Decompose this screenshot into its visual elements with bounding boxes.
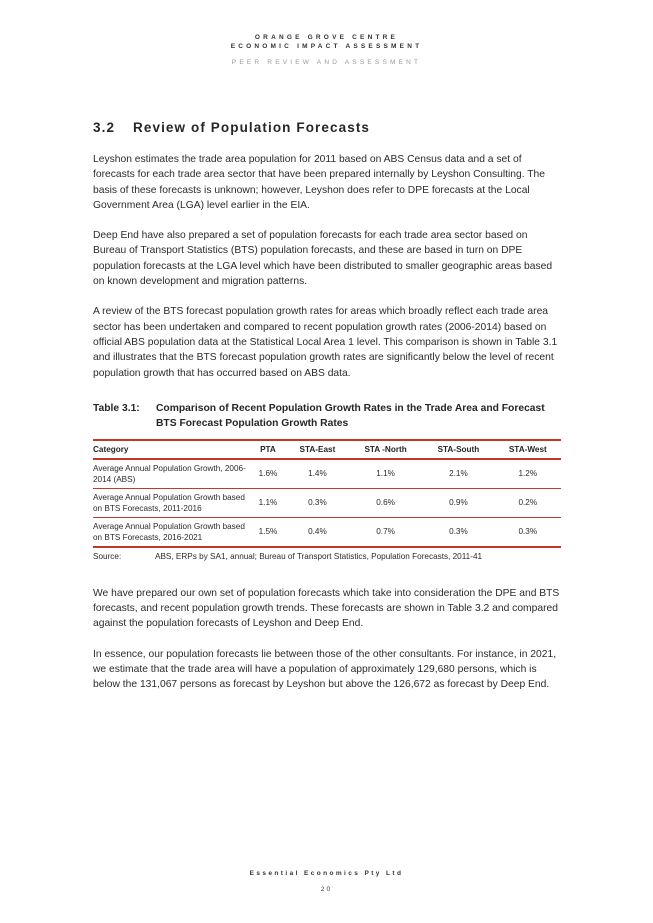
- table-cell: 0.3%: [495, 517, 561, 547]
- closing-paragraphs: [93, 586, 561, 693]
- table-cell: 0.3%: [422, 517, 494, 547]
- table-header-cell: STA-South: [422, 440, 494, 459]
- table-row: [93, 488, 561, 517]
- table-cell: 1.1%: [250, 488, 286, 517]
- paragraph-3: A review of the BTS forecast population growth rates for areas which broadly reflect each trade area sector has been undertaken and compared to recent population growth rates (2006-2014) based on official ABS population data at the Statistical Local Area 1 level. This comparison is shown in Table 3.1 and illustrates that the BTS forecast population growth rates are significantly below the level of recent population growth that has occurred based on ABS data.: [93, 306, 558, 379]
- main-content: [93, 120, 561, 708]
- growth-rates-table: [93, 439, 561, 548]
- table-row: [93, 459, 561, 489]
- table-cell: 1.4%: [286, 459, 349, 489]
- table-cell: 0.4%: [286, 517, 349, 547]
- page-number: 20: [320, 886, 333, 893]
- header-document-type: PEER REVIEW AND ASSESSMENT: [231, 59, 422, 66]
- section-title: Review of Population Forecasts: [133, 120, 371, 135]
- paragraph-2: Deep End have also prepared a set of population forecasts for each trade area sector based on Bureau of Transport Statistics (BTS) population forecasts, and these are based in turn on DPE population forecasts at the LGA level which have been distributed to smaller geographic areas based on known development and migration patterns.: [93, 230, 553, 288]
- table-header-cell: STA -North: [349, 440, 422, 459]
- table-row: [93, 517, 561, 547]
- footer-company: Essential Economics Pty Ltd: [249, 870, 404, 877]
- table-cell: 1.2%: [495, 459, 561, 489]
- table-cell: 0.6%: [349, 488, 422, 517]
- header-title: ORANGE GROVE CENTRE: [254, 34, 399, 41]
- section-heading: [93, 120, 561, 135]
- source-text: ABS, ERPs by SA1, annual; Bureau of Transport Statistics, Population Forecasts, 2011-41: [155, 551, 483, 561]
- table-cell: Average Annual Population Growth based on BTS Forecasts, 2011-2016: [93, 488, 250, 517]
- table-label: Table 3.1:: [93, 402, 140, 414]
- table-header-cell: Category: [93, 440, 250, 459]
- page-footer: [0, 870, 653, 893]
- page-header: [0, 33, 653, 66]
- paragraph-5: In essence, our population forecasts lie between those of the other consultants. For instance, in 2021, we estimate that the trade area will have a population of approximately 129,680 persons, which is below the 131,067 persons as forecast by Leyshon but above the 126,672 as forecast by Deep End.: [93, 648, 557, 691]
- table-cell: Average Annual Population Growth, 2006-2014 (ABS): [93, 459, 250, 489]
- paragraph-4: We have prepared our own set of population forecasts which take into consideration the DPE and BTS forecasts, and recent population growth trends. These forecasts are shown in Table 3.2 and compared against the population forecasts of Leyshon and Deep End.: [93, 587, 560, 630]
- table-cell: Average Annual Population Growth based on BTS Forecasts, 2016-2021: [93, 517, 250, 547]
- table-cell: 1.1%: [349, 459, 422, 489]
- table-cell: 1.6%: [250, 459, 286, 489]
- paragraph-1: Leyshon estimates the trade area population for 2011 based on ABS Census data and a set of forecasts for each trade area sector that have been prepared internally by Leyshon Consulting. The basis of these forecasts is unknown; however, Leyshon does refer to DPE forecasts at the Local Government Area (LGA) level earlier in the EIA.: [93, 154, 546, 211]
- table-cell: 0.3%: [286, 488, 349, 517]
- table-header-row: [93, 440, 561, 459]
- header-subtitle: ECONOMIC IMPACT ASSESSMENT: [230, 43, 423, 50]
- section-number: 3.2: [93, 120, 116, 135]
- table-cell: 0.7%: [349, 517, 422, 547]
- table-caption: [93, 401, 561, 431]
- table-header-cell: STA-East: [286, 440, 349, 459]
- table-cell: 0.2%: [495, 488, 561, 517]
- table-header-cell: STA-West: [495, 440, 561, 459]
- source-label: Source:: [93, 551, 122, 561]
- table-header-cell: PTA: [250, 440, 286, 459]
- table-caption-text: Comparison of Recent Population Growth Rates in the Trade Area and Forecast BTS Forecast Population Growth Rates: [156, 402, 545, 429]
- table-cell: 0.9%: [422, 488, 494, 517]
- table-cell: 2.1%: [422, 459, 494, 489]
- table-source: [93, 552, 561, 561]
- table-cell: 1.5%: [250, 517, 286, 547]
